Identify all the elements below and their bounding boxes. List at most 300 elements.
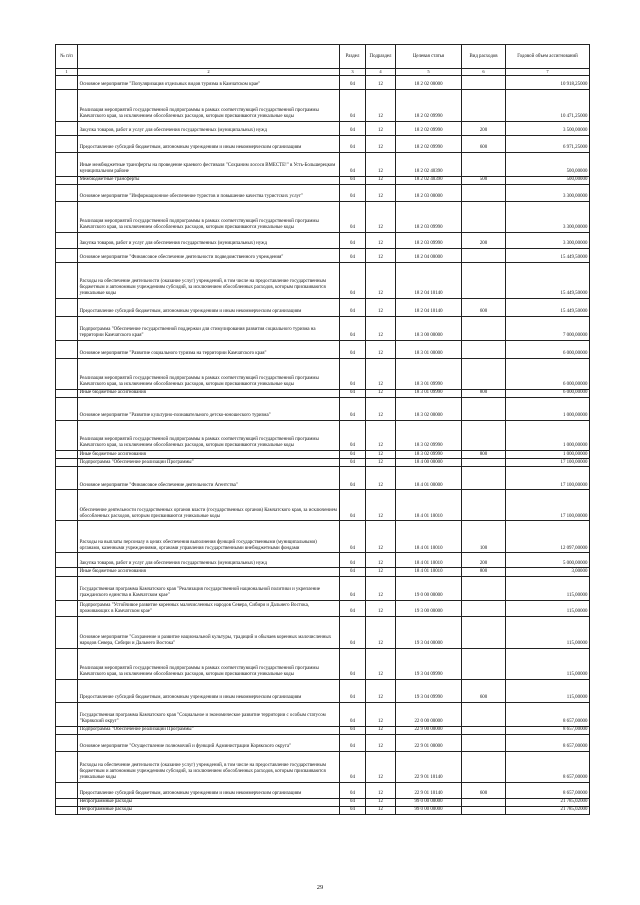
row-target-article: 18 2 02 40390 <box>396 176 462 184</box>
row-section: 04 <box>340 176 366 184</box>
row-expense-type <box>462 152 506 176</box>
table-row <box>56 734 590 751</box>
row-expense-type <box>462 340 506 358</box>
row-subsection: 12 <box>366 782 396 798</box>
row-amount: 10 918,25000 <box>506 75 590 89</box>
row-section: 04 <box>340 121 366 135</box>
row-target-article: 18 3 02 00000 <box>396 398 462 421</box>
table-row <box>56 553 590 568</box>
row-subsection: 12 <box>366 648 396 679</box>
row-expense-type <box>462 467 506 490</box>
row-target-article: 18 3 01 00000 <box>396 340 462 358</box>
page-number: 29 <box>316 884 324 891</box>
row-expense-type: 200 <box>462 553 506 568</box>
row-amount: 17 100,00000 <box>506 490 590 521</box>
row-target-article: 22 0 00 00000 <box>396 702 462 726</box>
row-target-article: 18 4 01 10010 <box>396 553 462 568</box>
row-number <box>56 184 78 201</box>
row-expense-type <box>462 262 506 298</box>
row-number <box>56 459 78 467</box>
budget-table <box>55 44 590 815</box>
row-number <box>56 702 78 726</box>
row-target-article: 18 3 01 09990 <box>396 389 462 397</box>
row-target-article: 18 2 04 00000 <box>396 248 462 262</box>
row-name: Иные бюджетные ассигнования <box>78 389 340 397</box>
row-section: 04 <box>340 421 366 451</box>
row-section: 04 <box>340 389 366 397</box>
row-expense-type <box>462 184 506 201</box>
header-row <box>56 45 590 69</box>
row-name: Основное мероприятие "Развитие социального туризма на территории Камчатского края" <box>78 340 340 358</box>
row-amount: 5 000,00000 <box>506 553 590 568</box>
row-number <box>56 751 78 782</box>
row-subsection: 12 <box>366 798 396 806</box>
row-number <box>56 521 78 553</box>
table-row <box>56 679 590 702</box>
row-name: Расходы на обеспечение деятельности (оказание услуг) учреждений, в том числе на предоставление государственным бюджетным и автономным учреждениям субсидий, за исключением обособленных расходов, которым присваиваются уникальные коды <box>78 751 340 782</box>
table-row <box>56 298 590 316</box>
row-number <box>56 121 78 135</box>
row-target-article: 99 0 00 00000 <box>396 798 462 806</box>
row-section: 04 <box>340 201 366 232</box>
row-name: Реализация мероприятий государственной подпрограммы в рамках соответствующей государственной программы Камчатского края, за исключением обособленных расходов, которым присваиваются уникальные коды <box>78 648 340 679</box>
table-row <box>56 451 590 459</box>
row-expense-type <box>462 398 506 421</box>
row-amount: 1 000,00000 <box>506 451 590 459</box>
row-name: Закупка товаров, работ и услуг для обеспечения государственных (муниципальных) нужд <box>78 121 340 135</box>
row-number <box>56 398 78 421</box>
table-row <box>56 248 590 262</box>
row-subsection: 12 <box>366 734 396 751</box>
row-amount: 3,00000 <box>506 568 590 576</box>
header-subsection: Подраздел <box>366 45 396 69</box>
row-target-article: 99 0 00 00000 <box>396 806 462 814</box>
row-subsection: 12 <box>366 201 396 232</box>
row-expense-type <box>462 358 506 389</box>
row-expense-type: 600 <box>462 135 506 152</box>
row-subsection: 12 <box>366 521 396 553</box>
row-subsection: 12 <box>366 702 396 726</box>
row-section: 04 <box>340 75 366 89</box>
row-section: 04 <box>340 248 366 262</box>
row-section: 04 <box>340 600 366 616</box>
row-name: Закупка товаров, работ и услуг для обеспечения государственных (муниципальных) нужд <box>78 553 340 568</box>
row-amount: 6 000,00000 <box>506 389 590 397</box>
row-number <box>56 782 78 798</box>
header-name <box>78 45 340 69</box>
row-subsection: 12 <box>366 248 396 262</box>
row-target-article: 22 9 01 10140 <box>396 782 462 798</box>
row-section: 04 <box>340 679 366 702</box>
row-section: 04 <box>340 316 366 340</box>
row-number <box>56 135 78 152</box>
row-target-article: 19 3 00 00000 <box>396 600 462 616</box>
header-expense-type: Вид расходов <box>462 45 506 69</box>
row-amount: 15 449,50000 <box>506 248 590 262</box>
table-row <box>56 726 590 734</box>
row-amount: 3 300,00000 <box>506 201 590 232</box>
row-expense-type <box>462 459 506 467</box>
row-section: 04 <box>340 135 366 152</box>
row-subsection: 12 <box>366 316 396 340</box>
row-number <box>56 176 78 184</box>
table-row <box>56 648 590 679</box>
row-target-article: 22 9 01 10140 <box>396 751 462 782</box>
row-name: Основное мероприятие "Финансовое обеспечение деятельности подведомственного учреждения" <box>78 248 340 262</box>
row-name: Расходы на выплаты персоналу в целях обеспечения выполнения функций государственными (муниципальными) органами, казенными учреждениями, органами управления государственными внебюджетными фондами <box>78 521 340 553</box>
row-number <box>56 798 78 806</box>
row-amount: 15 449,50000 <box>506 262 590 298</box>
row-section: 04 <box>340 521 366 553</box>
row-number <box>56 340 78 358</box>
row-amount: 3 300,00000 <box>506 232 590 248</box>
row-subsection: 12 <box>366 389 396 397</box>
row-target-article: 18 2 04 10140 <box>396 298 462 316</box>
row-amount: 17 100,00000 <box>506 467 590 490</box>
row-section: 04 <box>340 451 366 459</box>
row-number <box>56 734 78 751</box>
row-subsection: 12 <box>366 421 396 451</box>
row-expense-type <box>462 201 506 232</box>
row-name: Реализация мероприятий государственной подпрограммы в рамках соответствующей государственной программы Камчатского края, за исключением обособленных расходов, которым присваиваются уникальные коды <box>78 89 340 121</box>
row-target-article: 18 2 02 09990 <box>396 135 462 152</box>
row-section: 04 <box>340 184 366 201</box>
row-target-article: 18 2 04 10140 <box>396 262 462 298</box>
table-row <box>56 358 590 389</box>
row-target-article: 19 3 04 09990 <box>396 648 462 679</box>
row-target-article: 18 2 03 00000 <box>396 184 462 201</box>
row-subsection: 12 <box>366 358 396 389</box>
column-number: 1 <box>56 69 78 75</box>
row-expense-type <box>462 576 506 600</box>
row-section: 04 <box>340 232 366 248</box>
row-subsection: 12 <box>366 490 396 521</box>
row-amount: 8 657,00000 <box>506 726 590 734</box>
row-name: Подпрограмма "Обеспечение государственной поддержки для стимулирования развития социального туризма на территории Камчатского края" <box>78 316 340 340</box>
table-row <box>56 702 590 726</box>
table-row <box>56 389 590 397</box>
row-number <box>56 679 78 702</box>
row-amount: 8 657,00000 <box>506 751 590 782</box>
row-subsection: 12 <box>366 398 396 421</box>
row-subsection: 12 <box>366 121 396 135</box>
table-row <box>56 262 590 298</box>
row-section: 04 <box>340 152 366 176</box>
row-target-article: 19 3 04 09990 <box>396 679 462 702</box>
row-name: Основное мероприятие "Сохранение и развитие национальной культуры, традиций и обычаев коренных малочисленных народов Севера, Сибири и Дальнего Востока" <box>78 616 340 648</box>
table-row <box>56 600 590 616</box>
table-row <box>56 568 590 576</box>
table-row <box>56 75 590 89</box>
row-expense-type: 500 <box>462 176 506 184</box>
row-name: Предоставление субсидий бюджетным, автономным учреждениям и иным некоммерческим организациям <box>78 782 340 798</box>
table-row <box>56 521 590 553</box>
row-number <box>56 490 78 521</box>
table-row <box>56 121 590 135</box>
header-annual-amount: Годовой объем ассигнований <box>506 45 590 69</box>
row-number <box>56 616 78 648</box>
column-number: 7 <box>506 69 590 75</box>
row-subsection: 12 <box>366 726 396 734</box>
row-name: Обеспечение деятельности государственных органов власти (государственных органов) Камчатского края, за исключением обособленных расходов, которым присваиваются уникальные коды <box>78 490 340 521</box>
row-section: 04 <box>340 262 366 298</box>
row-section: 04 <box>340 89 366 121</box>
row-number <box>56 421 78 451</box>
row-subsection: 12 <box>366 184 396 201</box>
header-section: Раздел <box>340 45 366 69</box>
row-subsection: 12 <box>366 176 396 184</box>
row-section: 04 <box>340 467 366 490</box>
table-row <box>56 806 590 814</box>
row-number <box>56 576 78 600</box>
row-expense-type: 800 <box>462 451 506 459</box>
row-name: Реализация мероприятий государственной подпрограммы в рамках соответствующей государственной программы Камчатского края, за исключением обособленных расходов, которым присваиваются уникальные коды <box>78 358 340 389</box>
table-row <box>56 459 590 467</box>
row-name: Государственная программа Камчатского края "Реализация государственной национальной политики и укрепление гражданского единства в Камчатском крае" <box>78 576 340 600</box>
row-target-article: 18 4 01 10010 <box>396 568 462 576</box>
row-target-article: 18 2 02 09990 <box>396 89 462 121</box>
row-amount: 115,00000 <box>506 576 590 600</box>
row-number <box>56 648 78 679</box>
table-row <box>56 184 590 201</box>
row-section: 04 <box>340 553 366 568</box>
row-section: 04 <box>340 398 366 421</box>
row-number <box>56 726 78 734</box>
row-number <box>56 806 78 814</box>
row-number <box>56 89 78 121</box>
row-number <box>56 232 78 248</box>
row-name: Основное мероприятие "Информационное обеспечение туристов и повышение качества туристских услуг" <box>78 184 340 201</box>
row-expense-type: 800 <box>462 568 506 576</box>
row-target-article: 18 2 03 09990 <box>396 232 462 248</box>
row-target-article: 18 2 02 00000 <box>396 75 462 89</box>
row-amount: 10 471,25000 <box>506 89 590 121</box>
row-number <box>56 358 78 389</box>
row-name: Непрограммные расходы <box>78 806 340 814</box>
row-number <box>56 451 78 459</box>
row-subsection: 12 <box>366 298 396 316</box>
row-expense-type <box>462 316 506 340</box>
row-amount: 15 449,50000 <box>506 298 590 316</box>
table-row <box>56 782 590 798</box>
row-target-article: 18 4 00 00000 <box>396 459 462 467</box>
row-amount: 1 000,00000 <box>506 421 590 451</box>
row-expense-type <box>462 421 506 451</box>
row-name: Государственная программа Камчатского края "Социальное и экономическое развитие территории с особым статусом "Корякский округ" <box>78 702 340 726</box>
row-amount: 115,00000 <box>506 679 590 702</box>
row-subsection: 12 <box>366 616 396 648</box>
row-target-article: 19 0 00 00000 <box>396 576 462 600</box>
row-expense-type <box>462 616 506 648</box>
row-section: 04 <box>340 806 366 814</box>
row-target-article: 18 2 02 09990 <box>396 121 462 135</box>
table-row <box>56 490 590 521</box>
column-number: 5 <box>396 69 462 75</box>
row-name: Подпрограмма "Устойчивое развитие коренных малочисленных народов Севера, Сибири и Дальнего Востока, проживающих в Камчатском крае" <box>78 600 340 616</box>
row-section: 04 <box>340 734 366 751</box>
table-row <box>56 89 590 121</box>
row-expense-type <box>462 734 506 751</box>
row-subsection: 12 <box>366 232 396 248</box>
row-name: Иные бюджетные ассигнования <box>78 568 340 576</box>
row-subsection: 12 <box>366 262 396 298</box>
row-section: 04 <box>340 490 366 521</box>
row-number <box>56 600 78 616</box>
row-target-article: 18 3 02 09990 <box>396 421 462 451</box>
row-section: 04 <box>340 798 366 806</box>
row-subsection: 12 <box>366 806 396 814</box>
row-target-article: 18 2 03 09990 <box>396 201 462 232</box>
row-amount: 6 971,25000 <box>506 135 590 152</box>
table-row <box>56 421 590 451</box>
row-expense-type: 200 <box>462 232 506 248</box>
row-expense-type: 600 <box>462 679 506 702</box>
row-subsection: 12 <box>366 679 396 702</box>
row-section: 04 <box>340 298 366 316</box>
table-row <box>56 135 590 152</box>
table-row <box>56 232 590 248</box>
row-subsection: 12 <box>366 75 396 89</box>
table-row <box>56 201 590 232</box>
row-section: 04 <box>340 726 366 734</box>
row-target-article: 18 4 01 10010 <box>396 490 462 521</box>
row-expense-type <box>462 75 506 89</box>
row-subsection: 12 <box>366 568 396 576</box>
row-section: 04 <box>340 648 366 679</box>
row-number <box>56 316 78 340</box>
row-subsection: 12 <box>366 89 396 121</box>
row-expense-type: 600 <box>462 298 506 316</box>
row-amount: 8 657,00000 <box>506 782 590 798</box>
row-expense-type <box>462 89 506 121</box>
row-subsection: 12 <box>366 751 396 782</box>
row-target-article: 18 4 01 10010 <box>396 521 462 553</box>
row-name: Расходы на обеспечение деятельности (оказание услуг) учреждений, в том числе на предоставление государственным бюджетным и автономным учреждениям субсидий, за исключением обособленных расходов, которым присваиваются уникальные коды <box>78 262 340 298</box>
row-expense-type <box>462 648 506 679</box>
row-amount: 115,00000 <box>506 616 590 648</box>
table-row <box>56 616 590 648</box>
row-number <box>56 389 78 397</box>
row-section: 04 <box>340 576 366 600</box>
row-amount: 8 657,00000 <box>506 734 590 751</box>
row-subsection: 12 <box>366 152 396 176</box>
row-amount: 6 000,00000 <box>506 340 590 358</box>
row-name: Предоставление субсидий бюджетным, автономным учреждениям и иным некоммерческим организациям <box>78 679 340 702</box>
row-amount: 12 097,00000 <box>506 521 590 553</box>
row-amount: 21 785,02000 <box>506 798 590 806</box>
row-subsection: 12 <box>366 576 396 600</box>
row-expense-type <box>462 248 506 262</box>
row-section: 04 <box>340 702 366 726</box>
row-section: 04 <box>340 751 366 782</box>
row-name: Реализация мероприятий государственной подпрограммы в рамках соответствующей государственной программы Камчатского края, за исключением обособленных расходов, которым присваиваются уникальные коды <box>78 421 340 451</box>
row-name: Предоставление субсидий бюджетным, автономным учреждениям и иным некоммерческим организациям <box>78 135 340 152</box>
row-number <box>56 568 78 576</box>
row-name: Закупка товаров, работ и услуг для обеспечения государственных (муниципальных) нужд <box>78 232 340 248</box>
row-amount: 500,00000 <box>506 176 590 184</box>
row-number <box>56 248 78 262</box>
column-number: 3 <box>340 69 366 75</box>
table-row <box>56 798 590 806</box>
row-amount: 115,00000 <box>506 600 590 616</box>
table-row <box>56 398 590 421</box>
column-number: 4 <box>366 69 396 75</box>
row-subsection: 12 <box>366 340 396 358</box>
row-expense-type <box>462 600 506 616</box>
row-amount: 3 500,00000 <box>506 121 590 135</box>
row-expense-type <box>462 806 506 814</box>
row-expense-type: 600 <box>462 782 506 798</box>
row-section: 04 <box>340 782 366 798</box>
row-amount: 7 000,00000 <box>506 316 590 340</box>
table-row <box>56 340 590 358</box>
row-section: 04 <box>340 616 366 648</box>
row-subsection: 12 <box>366 553 396 568</box>
row-name: Межбюджетные трансферты <box>78 176 340 184</box>
row-name: Основное мероприятие "Финансовое обеспечение деятельности Агентства" <box>78 467 340 490</box>
column-number: 2 <box>78 69 340 75</box>
row-amount: 17 100,00000 <box>506 459 590 467</box>
table-row <box>56 576 590 600</box>
table-row <box>56 751 590 782</box>
row-name: Реализация мероприятий государственной подпрограммы в рамках соответствующей государственной программы Камчатского края, за исключением обособленных расходов, которым присваиваются уникальные коды <box>78 201 340 232</box>
row-expense-type <box>462 490 506 521</box>
row-subsection: 12 <box>366 135 396 152</box>
table-body <box>56 75 590 814</box>
row-target-article: 19 3 04 00000 <box>396 616 462 648</box>
header-target-article: Целевая статья <box>396 45 462 69</box>
row-section: 04 <box>340 459 366 467</box>
row-name: Иные межбюджетные трансферты на проведение краевого фестиваля "Сохраним лосося ВМЕСТЕ!" в Усть-Большерецком муниципальном районе <box>78 152 340 176</box>
table-row <box>56 467 590 490</box>
row-amount: 115,00000 <box>506 648 590 679</box>
table-row <box>56 152 590 176</box>
row-expense-type <box>462 726 506 734</box>
row-name: Непрограммные расходы <box>78 798 340 806</box>
row-amount: 6 000,00000 <box>506 358 590 389</box>
row-subsection: 12 <box>366 459 396 467</box>
row-amount: 1 000,00000 <box>506 398 590 421</box>
row-number <box>56 201 78 232</box>
row-target-article: 18 3 01 09990 <box>396 358 462 389</box>
row-section: 04 <box>340 358 366 389</box>
row-name: Иные бюджетные ассигнования <box>78 451 340 459</box>
row-number <box>56 467 78 490</box>
row-number <box>56 262 78 298</box>
row-number <box>56 298 78 316</box>
row-amount: 21 785,02000 <box>506 806 590 814</box>
row-number <box>56 152 78 176</box>
row-target-article: 18 4 01 00000 <box>396 467 462 490</box>
row-number <box>56 553 78 568</box>
table-row <box>56 316 590 340</box>
row-amount: 3 300,00000 <box>506 184 590 201</box>
row-expense-type: 800 <box>462 389 506 397</box>
row-section: 04 <box>340 568 366 576</box>
header-number: № п/п <box>56 45 78 69</box>
row-number <box>56 75 78 89</box>
row-section: 04 <box>340 340 366 358</box>
row-amount: 8 657,00000 <box>506 702 590 726</box>
row-name: Основное мероприятие "Популяризация отдельных видов туризма в Камчатском крае" <box>78 75 340 89</box>
row-expense-type: 100 <box>462 521 506 553</box>
row-amount: 500,00000 <box>506 152 590 176</box>
row-subsection: 12 <box>366 600 396 616</box>
row-target-article: 18 2 02 40390 <box>396 152 462 176</box>
row-name: Подпрограмма "Обеспечение реализации Программы" <box>78 459 340 467</box>
row-name: Основное мероприятие "Осуществление полномочий и функций Администрации Корякского округа" <box>78 734 340 751</box>
row-expense-type: 200 <box>462 121 506 135</box>
